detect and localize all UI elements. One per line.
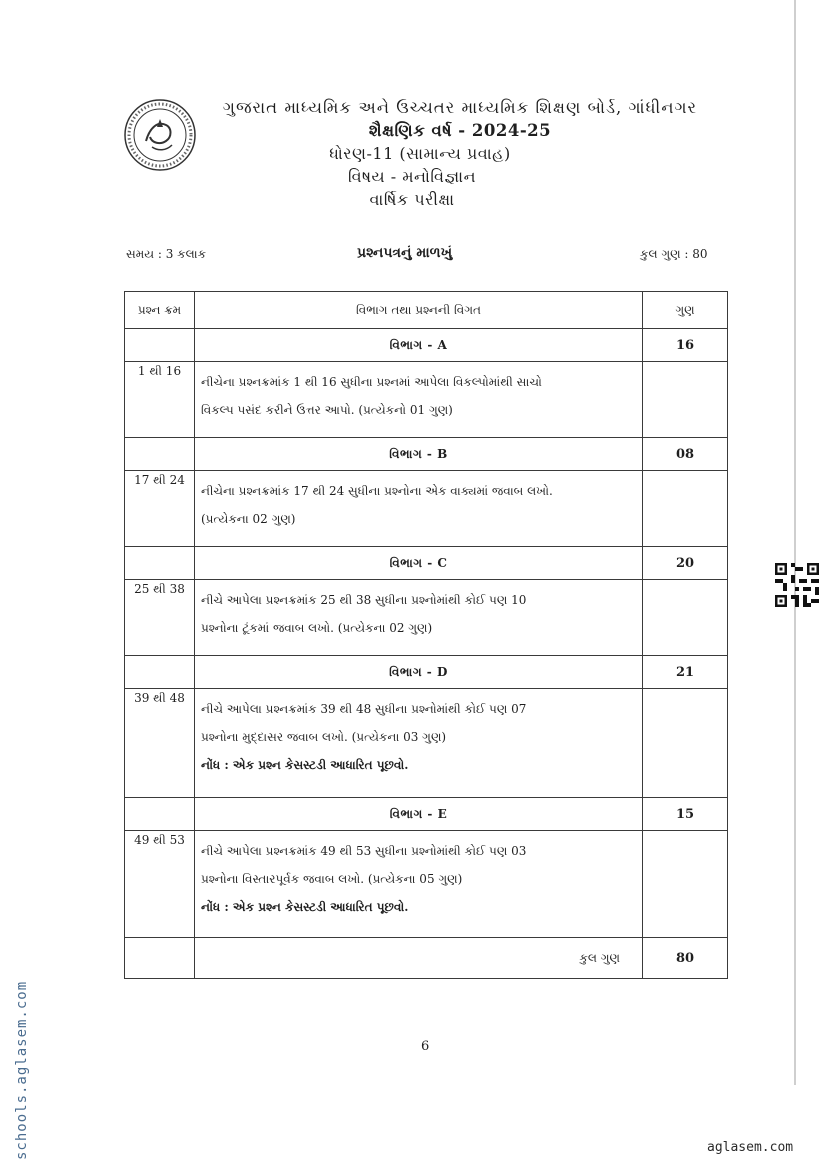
question-description <box>195 580 643 656</box>
section-marks: 20 <box>643 547 728 580</box>
academic-year: શૈક્ષણિક વર્ષ - 2024-25 <box>368 121 552 140</box>
qr-code-icon <box>775 563 819 607</box>
section-marks: 15 <box>643 798 728 831</box>
table-header-row <box>125 292 728 329</box>
page-number: 6 <box>421 1039 430 1054</box>
section-marks: 21 <box>643 656 728 689</box>
standard: ધોરણ-11 (સામાન્ય પ્રવાહ) <box>329 144 511 163</box>
exam-duration: સમય : 3 કલાક <box>126 247 207 261</box>
total-row <box>125 938 728 979</box>
question-range: 39 થી 48 <box>125 689 195 798</box>
section-row <box>125 438 728 471</box>
section-label: વિભાગ - D <box>389 664 448 679</box>
case-study-note: નોંધ : એક પ્રશ્ન કેસસ્ટડી આધારિત પૂછવો. <box>201 900 409 914</box>
section-row <box>125 547 728 580</box>
question-description <box>195 689 643 798</box>
question-description <box>195 471 643 547</box>
question-description <box>195 362 643 438</box>
section-label: વિભાગ - A <box>389 337 448 352</box>
paper-structure-title: પ્રશ્નપત્રનું માળખું <box>357 245 453 261</box>
header-marks: ગુણ <box>643 292 728 329</box>
description-line: પ્રશ્નોના ટૂંકમાં જવાબ લખો. (પ્રત્યેકના 02 ગુણ) <box>201 621 433 635</box>
scan-edge <box>794 0 796 1085</box>
section-label: વિભાગ - C <box>389 555 448 570</box>
question-row <box>125 580 728 656</box>
description-line: નીચે આપેલા પ્રશ્નક્રમાંક 39 થી 48 સુધીના પ્રશ્નોમાંથી કોઈ પણ 07 <box>201 702 527 716</box>
description-line: નીચે આપેલા પ્રશ્નક્રમાંક 49 થી 53 સુધીના પ્રશ્નોમાંથી કોઈ પણ 03 <box>201 844 527 858</box>
brand-footer: aglasem.com <box>707 1140 794 1155</box>
document-header <box>200 96 720 211</box>
subject: વિષય - મનોવિજ્ઞાન <box>348 167 476 186</box>
question-range: 1 થી 16 <box>125 362 195 438</box>
section-label: વિભાગ - B <box>389 446 448 461</box>
question-row <box>125 831 728 938</box>
description-line: નીચે આપેલા પ્રશ્નક્રમાંક 25 થી 38 સુધીના પ્રશ્નોમાંથી કોઈ પણ 10 <box>201 593 527 607</box>
total-marks: 80 <box>643 938 728 979</box>
section-marks: 16 <box>643 329 728 362</box>
description-line: નીચેના પ્રશ્નક્રમાંક 17 થી 24 સુધીના પ્રશ્નોના એક વાક્યમાં જવાબ લખો. <box>201 484 553 498</box>
total-marks-header: કુલ ગુણ : 80 <box>640 247 708 261</box>
description-line: વિકલ્પ પસંદ કરીને ઉત્તર આપો. (પ્રત્યેકનો 01 ગુણ) <box>201 403 453 417</box>
side-watermark: schools.aglasem.com <box>14 980 30 1160</box>
question-description <box>195 831 643 938</box>
description-line: (પ્રત્યેકના 02 ગુણ) <box>201 512 296 526</box>
board-name: ગુજરાત માધ્યમિક અને ઉચ્ચતર માધ્યમિક શિક્ષણ બોર્ડ, ગાંધીનગર <box>222 98 698 117</box>
question-paper-blueprint-table <box>124 291 728 979</box>
section-marks: 08 <box>643 438 728 471</box>
section-row <box>125 798 728 831</box>
description-line: નીચેના પ્રશ્નક્રમાંક 1 થી 16 સુધીના પ્રશ્નમાં આપેલા વિકલ્પોમાંથી સાચો <box>201 375 542 389</box>
description-line: પ્રશ્નોના મુદ્દાસર જવાબ લખો. (પ્રત્યેકના 03 ગુણ) <box>201 730 447 744</box>
description-line: પ્રશ્નોના વિસ્તારપૂર્વક જવાબ લખો. (પ્રત્યેકના 05 ગુણ) <box>201 872 463 886</box>
exam-type: વાર્ષિક પરીક્ષા <box>369 190 455 209</box>
total-label: કુલ ગુણ <box>195 938 643 979</box>
question-row <box>125 471 728 547</box>
question-row <box>125 362 728 438</box>
case-study-note: નોંધ : એક પ્રશ્ન કેસસ્ટડી આધારિત પૂછવો. <box>201 758 409 772</box>
section-row <box>125 656 728 689</box>
question-row <box>125 689 728 798</box>
section-label: વિભાગ - E <box>389 806 448 821</box>
question-range: 25 થી 38 <box>125 580 195 656</box>
question-range: 17 થી 24 <box>125 471 195 547</box>
question-range: 49 થી 53 <box>125 831 195 938</box>
section-row <box>125 329 728 362</box>
header-description: વિભાગ તથા પ્રશ્નની વિગત <box>195 292 643 329</box>
header-question-no: પ્રશ્ન ક્રમ <box>125 292 195 329</box>
